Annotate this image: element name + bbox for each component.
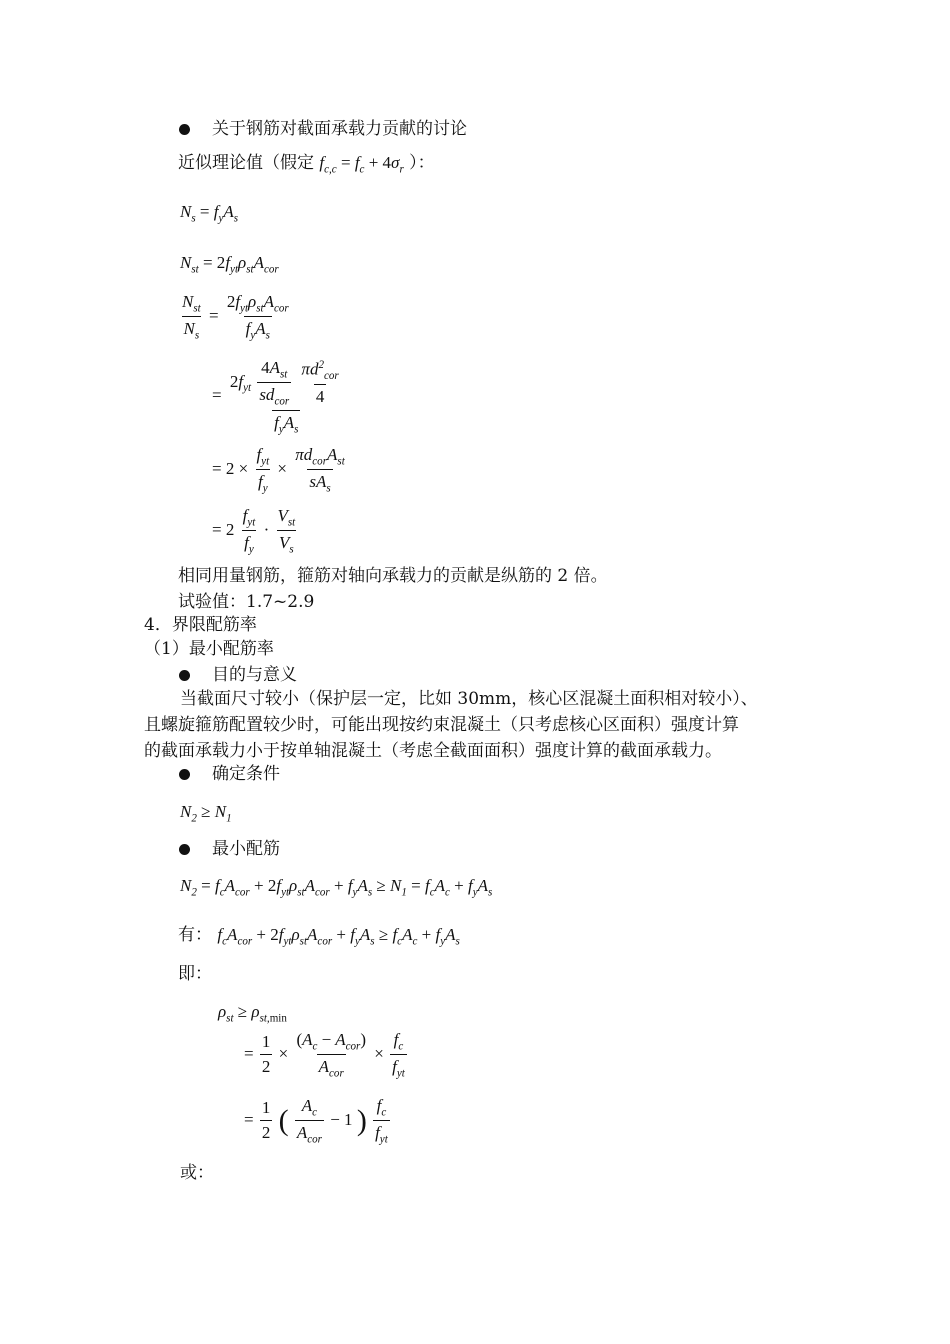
you-line — [178, 924, 460, 952]
formula-rho-min: $\rho_{st} \ge \rho_{st,min}$ — [218, 1002, 287, 1025]
test-value-text: 试验值：1.7~2.9 — [178, 592, 315, 612]
formula-step3: = 2 $\frac{f_{yt}}{f_y}$ · $\frac{V_{st}}{V_s}$ — [212, 506, 296, 556]
ratio-lhs: $\frac{N_{st}}{N_s}$ — [182, 292, 201, 342]
bullet-icon — [179, 670, 190, 681]
formula-condition: $N_2 \ge N_1$ — [180, 802, 232, 825]
formula-nst: $N_{st} = 2f_{yt}\rho_{st}A_{cor}$ — [180, 253, 279, 276]
formula-n2-n1: $N_2 = f_cA_{cor} + 2f_{yt}\rho_{st}A_{cor} + f_yA_s \ge N_1 = f_cA_c + f_yA_s$ — [180, 876, 493, 899]
approx-line — [178, 152, 435, 180]
bullet-icon — [179, 769, 190, 780]
you-label: 有： — [178, 925, 212, 945]
ji-label: 即： — [178, 964, 212, 984]
bullet-icon — [179, 844, 190, 855]
section-heading: 4．界限配筋率 — [144, 615, 257, 635]
bullet-min-reinforcement: 最小配筋 — [212, 839, 280, 859]
formula-ns: $N_s = f_yA_s$ — [180, 202, 239, 225]
formula-ratio: $\frac{N_{st}}{N_s}$ = $\frac{2f_{yt}\rho_{st}A_{cor}}{f_yA_s}$ — [182, 292, 289, 342]
paragraph-line-2: 且螺旋箍筋配置较少时，可能出现按约束混凝土（只考虑核心区面积）强度计算 — [144, 715, 739, 735]
bullet-purpose: 目的与意义 — [212, 665, 297, 685]
paragraph-line-3: 的截面承载力小于按单轴混凝土（考虑全截面面积）强度计算的截面承载力。 — [144, 741, 722, 761]
ratio-rhs: $\frac{2f_{yt}\rho_{st}A_{cor}}{f_yA_s}$ — [226, 292, 289, 342]
huo-label: 或： — [180, 1163, 214, 1183]
bullet-condition: 确定条件 — [212, 764, 280, 784]
conclusion-text: 相同用量钢筋，箍筋对轴向承载力的贡献是纵筋的 2 倍。 — [178, 566, 608, 586]
step1-fraction: $2f_{yt}$ $\frac{4A_{st}}{sd_{cor}}$ $\frac{\pi d^2_{cor}}{4}$ $f_yA_s$ — [229, 358, 339, 436]
formula-rho-step2: = $\frac{1}{2}$ ( $\frac{A_c}{A_{cor}}$ − 1 ) $\frac{f_c}{f_{yt}}$ — [244, 1096, 388, 1146]
assumption-formula: $f_{c,c} = f_c + 4\sigma_r$ — [319, 153, 404, 176]
formula-step1: = $2f_{yt}$ $\frac{4A_{st}}{sd_{cor}}$ $\frac{\pi d^2_{cor}}{4}$ $f_yA_s$ — [212, 358, 347, 435]
approx-suffix: ）： — [409, 153, 435, 173]
heading-discussion: 关于钢筋对截面承载力贡献的讨论 — [212, 119, 467, 139]
subsection-heading: （1）最小配筋率 — [144, 639, 274, 659]
formula-rho-step1: = $\frac{1}{2}$ × $\frac{(A_c - A_{cor})}{A_{cor}}$ × $\frac{f_c}{f_{yt}}$ — [244, 1030, 405, 1080]
paragraph-line-1: 当截面尺寸较小（保护层一定，比如 30mm，核心区混凝土面积相对较小）、 — [180, 689, 758, 709]
formula-inequality: $f_cA_{cor} + 2f_{yt}\rho_{st}A_{cor} + f_yA_s \ge f_cA_c + f_yA_s$ — [217, 925, 460, 948]
approx-prefix: 近似理论值（假定 — [178, 153, 314, 173]
bullet-icon — [179, 124, 190, 135]
formula-step2: = 2 × $\frac{f_{yt}}{f_y}$ × $\frac{\pi d_{cor}A_{st}}{sA_s}$ — [212, 445, 345, 495]
